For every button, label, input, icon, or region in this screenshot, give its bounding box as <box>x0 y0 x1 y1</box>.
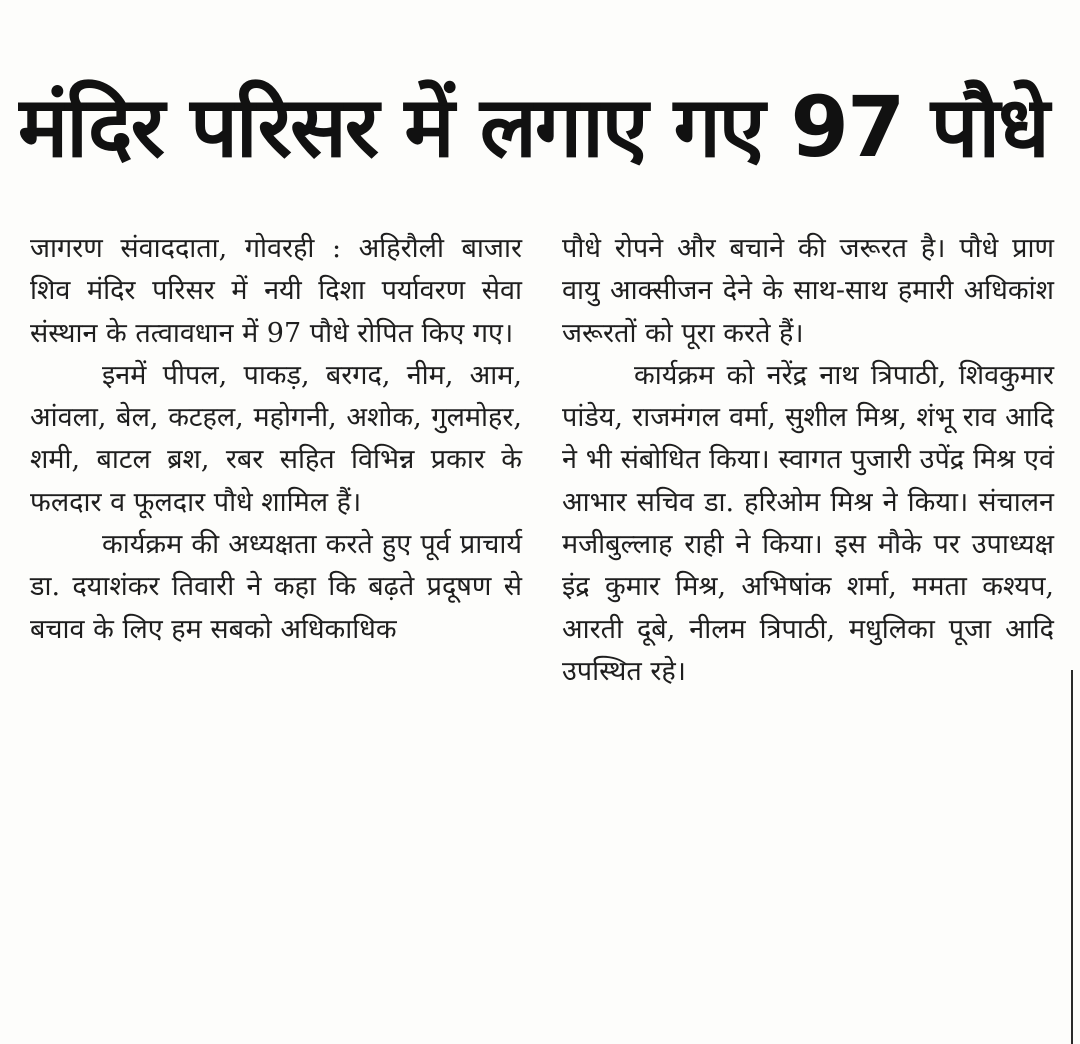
article-paragraph: कार्यक्रम की अध्यक्षता करते हुए पूर्व प्राचार्य डा. दयाशंकर तिवारी ने कहा कि बढ़ते प्रदूषण से बचाव के लिए हम सबको अधिकाधिक <box>30 529 522 645</box>
article-paragraph: पौधे रोपने और बचाने की जरूरत है। पौधे प्राण वायु आक्सीजन देने के साथ-साथ हमारी अधिकांश जरूरतों को पूरा करते हैं। <box>562 233 1054 349</box>
article-headline: मंदिर परिसर में लगाए गए 97 पौधे <box>18 78 1048 176</box>
article-column-left <box>30 228 522 651</box>
column-divider <box>1071 670 1073 1044</box>
article-paragraph: कार्यक्रम को नरेंद्र नाथ त्रिपाठी, शिवकुमार पांडेय, राजमंगल वर्मा, सुशील मिश्र, शंभू राव आदि ने भी संबोधित किया। स्वागत पुजारी उपेंद्र मिश्र एवं आभार सचिव डा. हरिओम मिश्र ने किया। संचालन मजीबुल्लाह राही ने किया। इस मौके पर उपाध्यक्ष इंद्र कुमार मिश्र, अभिषांक शर्मा, ममता कश्यप, आरती दूबे, नीलम त्रिपाठी, मधुलिका पूजा आदि उपस्थित रहे। <box>562 359 1054 687</box>
article-paragraph: जागरण संवाददाता, गोवरही : अहिरौली बाजार शिव मंदिर परिसर में नयी दिशा पर्यावरण सेवा संस्थान के तत्वावधान में 97 पौधे रोपित किए गए। <box>30 233 522 349</box>
article-paragraph: इनमें पीपल, पाकड़, बरगद, नीम, आम, आंवला, बेल, कटहल, महोगनी, अशोक, गुलमोहर, शमी, बाटल ब्रश, रबर सहित विभिन्न प्रकार के फलदार व फूलदार पौधे शामिल हैं। <box>30 359 522 518</box>
article-column-right <box>562 228 1054 693</box>
